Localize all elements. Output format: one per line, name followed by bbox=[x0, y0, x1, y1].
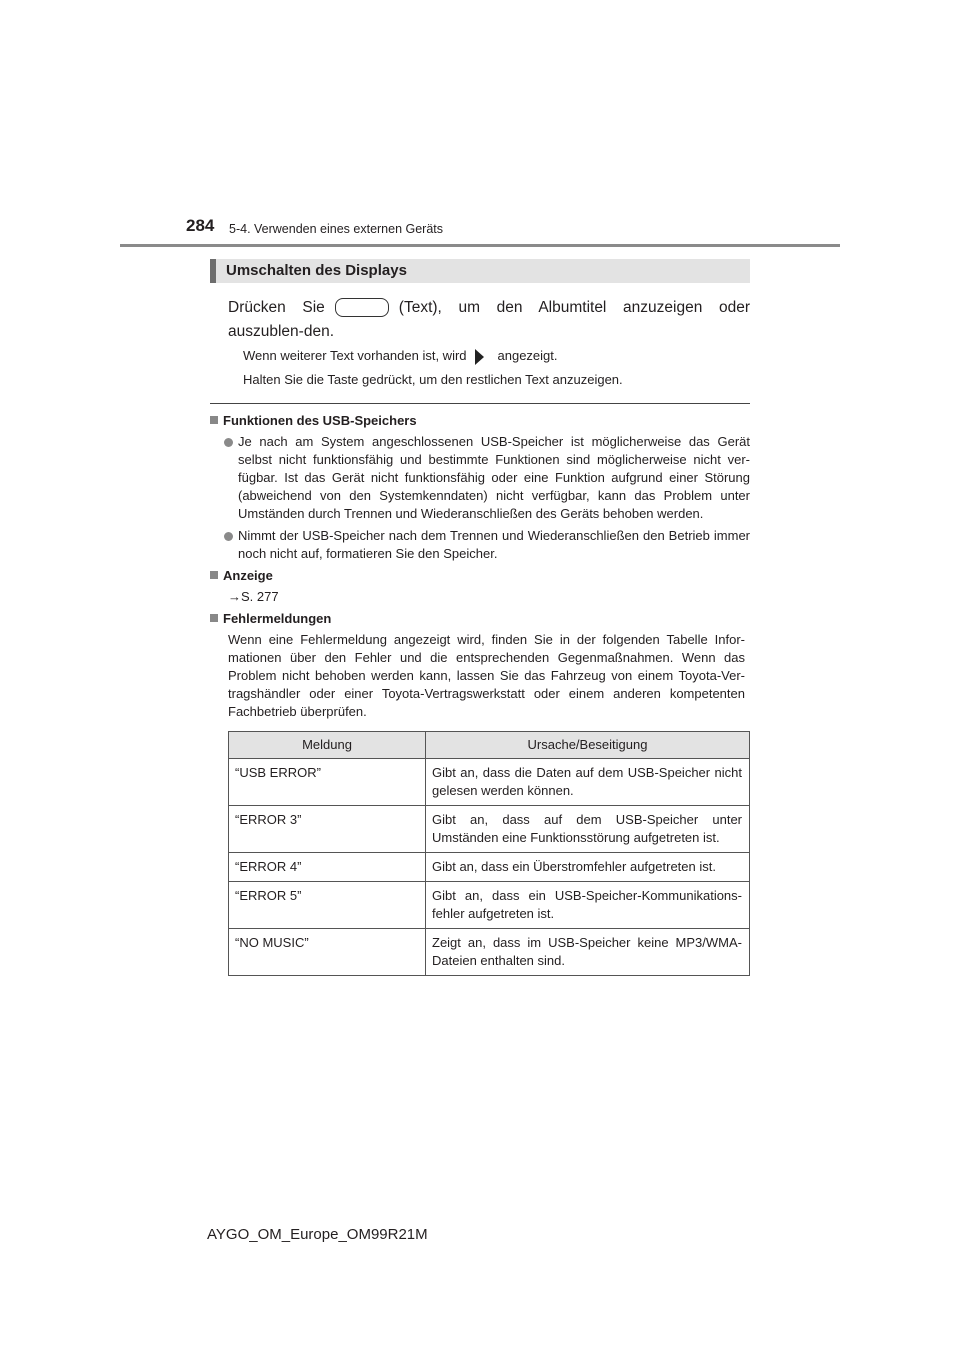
errors-intro: Wenn eine Fehlermeldung angezeigt wird, finden Sie in der folgenden Tabelle Infor-mationen über den Fehler und die entsprechenden Gegenmaßnahmen. Wenn das Problem nicht behoben werden kann, lassen Sie das Fahrzeug von einem Toyota-Ver-tragshändler oder einer Toyota-Vertragswerkstatt oder einem anderen kompetenten Fachbetrieb überprüfen. bbox=[228, 632, 745, 719]
arrow-right-icon bbox=[475, 349, 484, 365]
round-bullet-icon bbox=[224, 532, 233, 541]
table-cell-message: “ERROR 3” bbox=[229, 806, 426, 853]
table-cell-message: “ERROR 5” bbox=[229, 882, 426, 929]
note-more-text bbox=[243, 347, 753, 365]
round-bullet-icon bbox=[224, 438, 233, 447]
page-number: 284 bbox=[186, 216, 215, 235]
page-reference: →S. 277 bbox=[228, 589, 279, 604]
usb-functions-heading bbox=[210, 412, 417, 430]
square-bullet-icon bbox=[210, 416, 218, 424]
errors-heading-text: Fehlermeldungen bbox=[223, 611, 332, 626]
section-heading-text: Umschalten des Displays bbox=[226, 262, 407, 279]
table-cell-message: “NO MUSIC” bbox=[229, 929, 426, 976]
text-button-icon bbox=[335, 298, 389, 317]
list-item bbox=[224, 527, 750, 563]
table-cell-cause: Gibt an, dass ein Überstromfehler aufgetreten ist. bbox=[426, 853, 750, 882]
instruction-after: (Text), um den Albumtitel anzuzeigen oder auszublen-den. bbox=[228, 299, 750, 340]
square-bullet-icon bbox=[210, 614, 218, 622]
errors-heading bbox=[210, 610, 331, 628]
table-cell-cause: Gibt an, dass die Daten auf dem USB-Speicher nicht gelesen werden können. bbox=[426, 759, 750, 806]
table-cell-cause: Gibt an, dass auf dem USB-Speicher unter Umständen eine Funktionsstörung aufgetreten ist. bbox=[426, 806, 750, 853]
instruction-paragraph bbox=[228, 296, 750, 344]
usb-functions-heading-text: Funktionen des USB-Speichers bbox=[223, 413, 417, 428]
instruction-before: Drücken Sie bbox=[228, 299, 325, 316]
square-bullet-icon bbox=[210, 571, 218, 579]
document-code: AYGO_OM_Europe_OM99R21M bbox=[207, 1226, 428, 1243]
table-cell-cause: Zeigt an, dass im USB-Speicher keine MP3/WMA-Dateien enthalten sind. bbox=[426, 929, 750, 976]
note-more-text-after: angezeigt. bbox=[497, 348, 558, 363]
display-heading bbox=[210, 567, 273, 585]
table-row bbox=[229, 759, 750, 806]
table-header-row bbox=[229, 732, 750, 759]
list-item-text: Nimmt der USB-Speicher nach dem Trennen und Wiederanschließen den Betrieb immer noch nicht auf, formatieren Sie den Speicher. bbox=[238, 528, 750, 561]
note-hold-button: Halten Sie die Taste gedrückt, um den restlichen Text anzuzeigen. bbox=[243, 372, 623, 387]
column-header-cause: Ursache/Beseitigung bbox=[426, 732, 750, 759]
table-row bbox=[229, 882, 750, 929]
note-more-text-before: Wenn weiterer Text vorhanden ist, wird bbox=[243, 348, 467, 363]
table-row bbox=[229, 806, 750, 853]
section-heading bbox=[210, 259, 750, 283]
error-table bbox=[228, 731, 750, 976]
table-row bbox=[229, 929, 750, 976]
column-header-message: Meldung bbox=[229, 732, 426, 759]
list-item-text: Je nach am System angeschlossenen USB-Speicher ist möglicherweise das Gerät selbst nicht funktionsfähig und bestimmte Funktionen sind möglicherweise nicht ver-fügbar. Ist das Gerät nicht funktionsfähig oder eine Funktion aufgrund einer Störung (abweichend von den Systemkenndaten) nicht verfügbar, kann das Problem unter Umständen durch Trennen und Wiederanschließen des Geräts behoben werden. bbox=[238, 434, 750, 521]
table-cell-message: “ERROR 4” bbox=[229, 853, 426, 882]
list-item bbox=[224, 433, 750, 523]
table-cell-cause: Gibt an, dass ein USB-Speicher-Kommunikations-fehler aufgetreten ist. bbox=[426, 882, 750, 929]
header-rule bbox=[120, 244, 840, 247]
chapter-title: 5-4. Verwenden eines externen Geräts bbox=[229, 222, 444, 236]
display-heading-text: Anzeige bbox=[223, 568, 273, 583]
separator-line bbox=[210, 403, 750, 404]
table-cell-message: “USB ERROR” bbox=[229, 759, 426, 806]
table-row bbox=[229, 853, 750, 882]
